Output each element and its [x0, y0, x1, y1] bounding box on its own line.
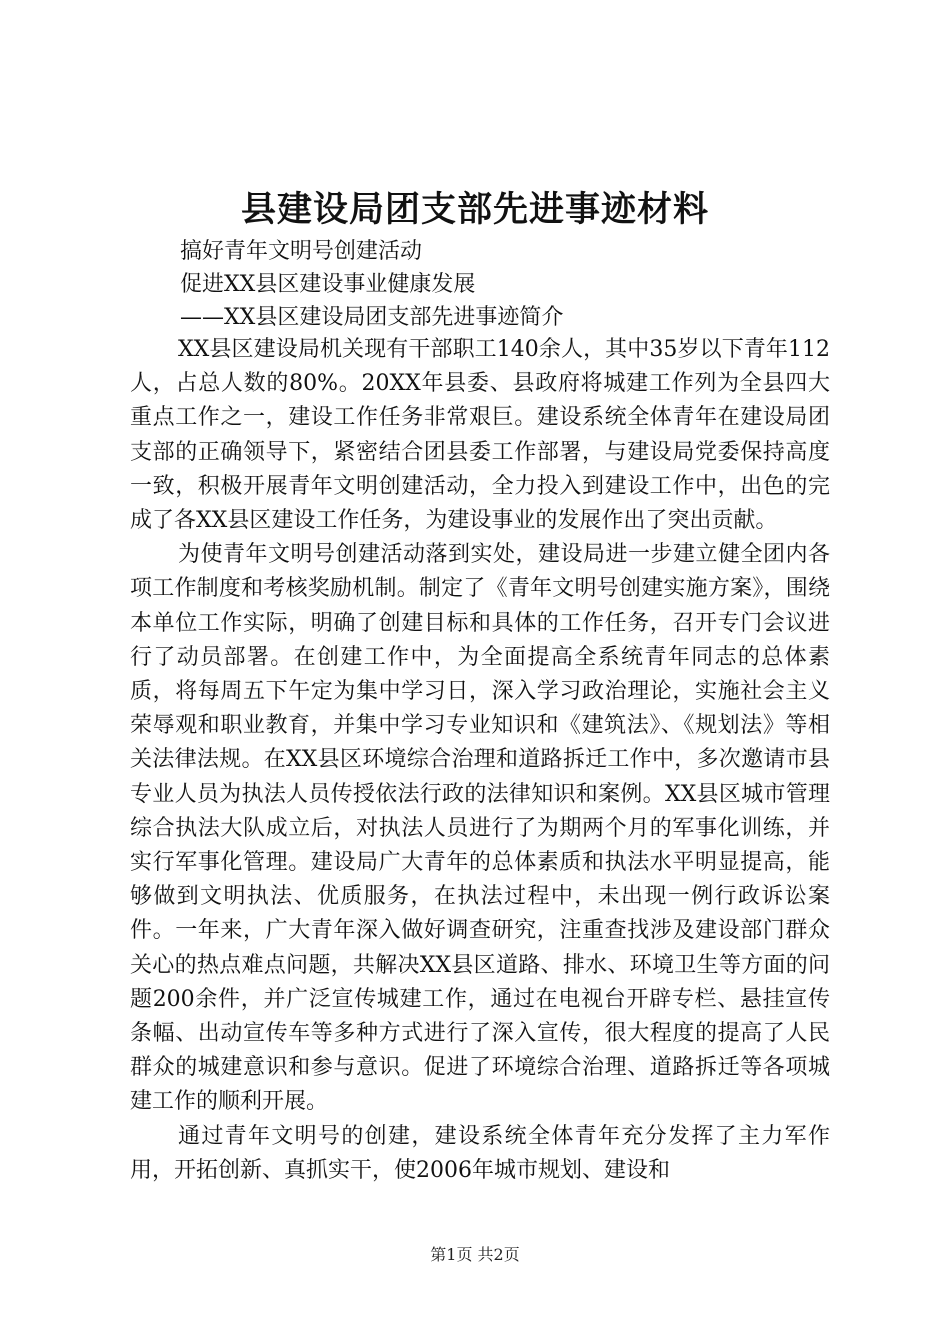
page-footer: 第1页 共2页	[430, 1245, 520, 1264]
body-paragraph: 为使青年文明号创建活动落到实处，建设局进一步建立健全团内各项工作制度和考核奖励机制。制定了《青年文明号创建实施方案》，围绕本单位工作实际，明确了创建目标和具体的工作任务，召开专门会议进行了动员部署。在创建工作中，为全面提高全系统青年同志的总体素质，将每周五下午定为集中学习日，深入学习政治理论，实施社会主义荣辱观和职业教育，并集中学习专业知识和《建筑法》、《规划法》等相关法律法规。在XX县区环境综合治理和道路拆迁工作中，多次邀请市县专业人员为执法人员传授依法行政的法律知识和案例。XX县区城市管理综合执法大队成立后，对执法人员进行了为期两个月的军事化训练，并实行军事化管理。建设局广大青年的总体素质和执法水平明显提高，能够做到文明执法、优质服务，在执法过程中，未出现一例行政诉讼案件。一年来，广大青年深入做好调查研究，注重查找涉及建设部门群众关心的热点难点问题，共解决XX县区道路、排水、环境卫生等方面的问题200余件，并广泛宣传城建工作，通过在电视台开辟专栏、悬挂宣传条幅、出动宣传车等多种方式进行了深入宣传，很大程度的提高了人民群众的城建意识和参与意识。促进了环境综合治理、道路拆迁等各项城建工作的顺利开展。	[130, 542, 830, 1115]
subtitle-line: ——XX县区建设局团支部先进事迹简介	[180, 305, 564, 330]
body-paragraph: XX县区建设局机关现有干部职工140余人，其中35岁以下青年112人，占总人数的80%。20XX年县委、县政府将城建工作列为全县四大重点工作之一，建设工作任务非常艰巨。建设系统全体青年在建设局团支部的正确领导下，紧密结合团县委工作部署，与建设局党委保持高度一致，积极开展青年文明创建活动，全力投入到建设工作中，出色的完成了各XX县区建设工作任务，为建设事业的发展作出了突出贡献。	[130, 337, 830, 534]
subtitle-line: 搞好青年文明号创建活动	[180, 239, 423, 264]
document-title: 县建设局团支部先进事迹材料	[240, 189, 709, 230]
subtitle-block	[180, 235, 830, 334]
subtitle-line: 促进XX县区建设事业健康发展	[180, 272, 476, 297]
body-paragraph: 通过青年文明号的创建，建设系统全体青年充分发挥了主力军作用，开拓创新、真抓实干，使2006年城市规划、建设和	[130, 1123, 830, 1183]
document-body	[130, 333, 830, 1188]
